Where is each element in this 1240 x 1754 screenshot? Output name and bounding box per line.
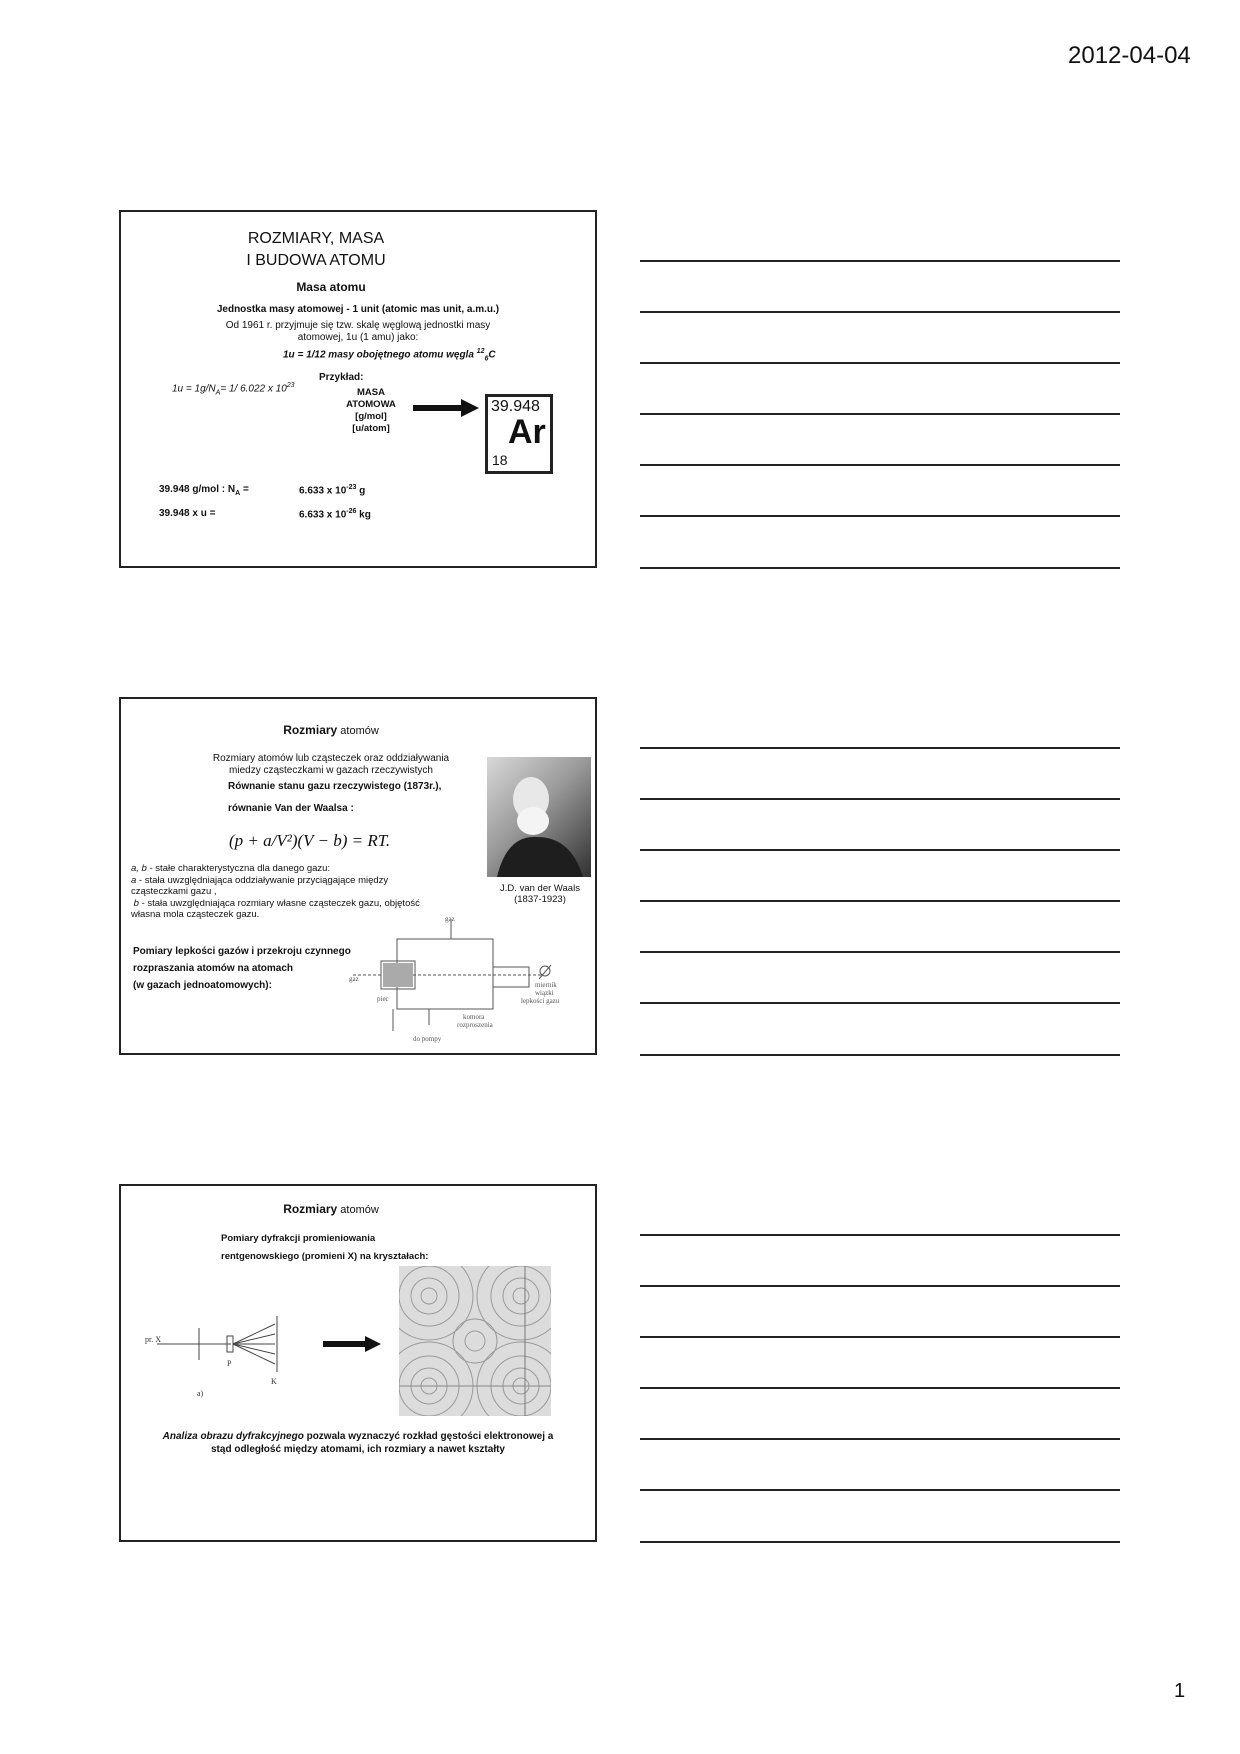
note-line: [640, 260, 1120, 262]
slide-1: [119, 210, 597, 568]
def-a-text-2: cząsteczkami gazu ,: [131, 886, 217, 897]
note-line: [640, 951, 1120, 953]
unit-description-line-1: Od 1961 r. przyjmuje się tzw. skalę węglową jednostki masy: [225, 320, 491, 331]
unit-description: [121, 320, 595, 344]
portrait-figure-icon: [487, 757, 591, 877]
note-line: [640, 798, 1120, 800]
note-line: [640, 311, 1120, 313]
portrait-caption: [475, 883, 605, 905]
note-line: [640, 1438, 1120, 1440]
slide-2-intro-line-2: miedzy cząsteczkami w gazach rzeczywistych: [229, 765, 433, 776]
calc-row-1-left-a: 39.948 g/mol : N: [159, 484, 236, 495]
note-line: [640, 1541, 1120, 1543]
calc-row-2-right: [299, 508, 371, 520]
conclusion-line-1: [121, 1430, 595, 1443]
mass-label-1: MASA: [357, 387, 385, 398]
label-chamber-1: komora: [463, 1013, 485, 1021]
mass-label-3: [g/mol]: [355, 411, 387, 422]
slide-1-title: [121, 228, 511, 272]
note-line: [640, 1002, 1120, 1004]
arrow-right-icon: [323, 1336, 381, 1352]
def-ab-text: - stałe charakterystyczna dla danego gazu:: [146, 863, 331, 874]
calc-row-1-left: [159, 484, 249, 497]
unit-definition: Jednostka masy atomowej - 1 unit (atomic mas unit, a.m.u.): [216, 304, 500, 315]
formula-avogadro-exp: 23: [286, 382, 295, 389]
example-label: Przykład:: [319, 372, 364, 383]
calc-row-2-right-exp: -26: [346, 508, 357, 515]
slide-2-title: [121, 723, 541, 737]
calc-row-2-left: 39.948 x u =: [159, 508, 216, 519]
note-line: [640, 1336, 1120, 1338]
slide-2-title-a: Rozmiary: [283, 723, 338, 737]
calc-row-1-right: [299, 484, 365, 496]
conclusion-emphasis: Analiza obrazu dyfrakcyjnego: [162, 1431, 304, 1442]
slide-3: [119, 1184, 597, 1542]
calc-row-1-right-b: g: [356, 485, 366, 497]
calc-row-2-right-a: 6.633 x 10: [299, 509, 347, 521]
slide-2-title-b: atomów: [337, 725, 379, 737]
label-pump: do pompy: [413, 1035, 442, 1043]
label-p: P: [227, 1359, 232, 1368]
arrow-right-icon: [413, 399, 479, 417]
slide-2: [119, 697, 597, 1055]
formula-u: [283, 348, 496, 362]
slide-2-intro: [181, 753, 481, 777]
element-tile-argon: [485, 394, 553, 474]
mass-label: [341, 387, 401, 435]
slide-2-intro-line-1: Rozmiary atomów lub cząsteczek oraz oddziaływania: [212, 753, 450, 764]
page-date: 2012-04-04: [1068, 42, 1191, 69]
slide-3-title-b: atomów: [337, 1204, 379, 1216]
element-number: 18: [492, 452, 508, 468]
def-b-symbol: b: [133, 897, 139, 909]
conclusion-line-2: stąd odległość między atomami, ich rozmiary a nawet kształty: [211, 1444, 505, 1455]
label-xray-beam: pr. X: [145, 1335, 161, 1344]
measurement-line-2: rozpraszania atomów na atomach: [133, 963, 294, 974]
label-gas-in: gaz: [349, 975, 359, 983]
formula-iso-mass: 12: [476, 348, 485, 355]
page-number: 1: [1174, 1680, 1186, 1702]
note-line: [640, 1234, 1120, 1236]
def-a: [131, 875, 471, 887]
conclusion-text-1: pozwala wyznaczyć rozkład gęstości elektronowej a: [303, 1431, 554, 1442]
constants-definitions: [131, 863, 471, 921]
def-a-text: - stała uwzględniająca oddziaływanie przyciągające między: [136, 874, 389, 886]
slide-3-title: [121, 1202, 541, 1216]
measurement-line-3: (w gazach jednoatomowych):: [133, 980, 272, 991]
formula-avogadro-sub: A: [215, 389, 221, 397]
def-b: [131, 898, 471, 910]
xray-setup-diagram: [141, 1314, 291, 1404]
slide-1-subtitle: Masa atomu: [296, 280, 366, 294]
note-line: [640, 515, 1120, 517]
slide-1-title-line-1: ROZMIARY, MASA: [247, 230, 385, 247]
slide-3-title-a: Rozmiary: [283, 1202, 338, 1216]
slide-3-intro-line-2: rentgenowskiego (promieni X) na kryształach:: [221, 1251, 429, 1262]
van-der-waals-equation: (p + a/V²)(V − b) = RT.: [229, 831, 391, 850]
def-a-symbol: a: [131, 874, 137, 886]
label-oven: piec: [377, 995, 389, 1003]
formula-avogadro: [172, 382, 295, 396]
label-detector-1: miernik: [535, 981, 557, 989]
note-line: [640, 362, 1120, 364]
note-line: [640, 849, 1120, 851]
label-k: K: [271, 1377, 277, 1386]
measurement-line-1: Pomiary lepkości gazów i przekroju czynnego: [133, 946, 351, 957]
label-a: a): [197, 1389, 204, 1398]
calc-row-1-left-sub: A: [235, 490, 241, 497]
viscosity-apparatus-diagram: [343, 915, 561, 1049]
equation-title: Równanie stanu gazu rzeczywistego (1873r.),: [228, 781, 442, 792]
unit-description-line-2: atomowej, 1u (1 amu) jako:: [297, 332, 419, 343]
portrait-caption-years: (1837-1923): [514, 894, 566, 905]
slide-3-intro-line-1: Pomiary dyfrakcji promieniowania: [221, 1233, 376, 1244]
formula-u-text: 1u = 1/12 masy obojętnego atomu węgla: [283, 349, 477, 361]
calc-row-1-right-a: 6.633 x 10: [299, 485, 347, 497]
def-b-text-2: własna mola cząsteczek gazu.: [131, 909, 260, 920]
note-line: [640, 900, 1120, 902]
slide-1-title-line-2: I BUDOWA ATOMU: [246, 252, 386, 269]
note-line: [640, 1054, 1120, 1056]
diffraction-pattern-image: [399, 1266, 551, 1416]
note-line: [640, 1489, 1120, 1491]
slide-3-intro: [221, 1230, 428, 1266]
note-line: [640, 413, 1120, 415]
note-line: [640, 567, 1120, 569]
formula-iso-number: 6: [484, 355, 489, 363]
element-symbol: Ar: [508, 413, 546, 451]
note-line: [640, 464, 1120, 466]
label-detector-2: wiązki: [535, 989, 554, 997]
label-gas-top: gaz: [445, 915, 455, 923]
note-line: [640, 1285, 1120, 1287]
calc-row-2-right-b: kg: [356, 509, 371, 521]
formula-avogadro-b: = 1/ 6.022 x 10: [220, 383, 287, 395]
element-mass: 39.948: [491, 398, 540, 415]
def-b-text: - stała uwzględniająca rozmiary własne cząsteczek gazu, objętość: [138, 897, 420, 909]
formula-avogadro-a: 1u = 1g/N: [172, 383, 216, 395]
calc-row-1-left-b: =: [240, 484, 249, 495]
label-chamber-2: rozproszenia: [457, 1021, 493, 1029]
measurement-text: [133, 943, 351, 994]
portrait-caption-name: J.D. van der Waals: [500, 883, 580, 894]
mass-label-2: ATOMOWA: [346, 399, 396, 410]
equation-name: równanie Van der Waalsa :: [228, 803, 354, 814]
calc-row-1-right-exp: -23: [346, 484, 357, 491]
mass-label-4: [u/atom]: [352, 423, 390, 434]
slide-3-conclusion: [121, 1430, 595, 1456]
formula-iso-element: C: [488, 349, 496, 361]
note-line: [640, 747, 1120, 749]
note-line: [640, 1387, 1120, 1389]
portrait-van-der-waals: [487, 757, 591, 877]
label-detector-3: lepkości gazu: [521, 997, 560, 1005]
def-ab-symbol: a, b: [131, 863, 147, 874]
def-ab: [131, 863, 471, 875]
